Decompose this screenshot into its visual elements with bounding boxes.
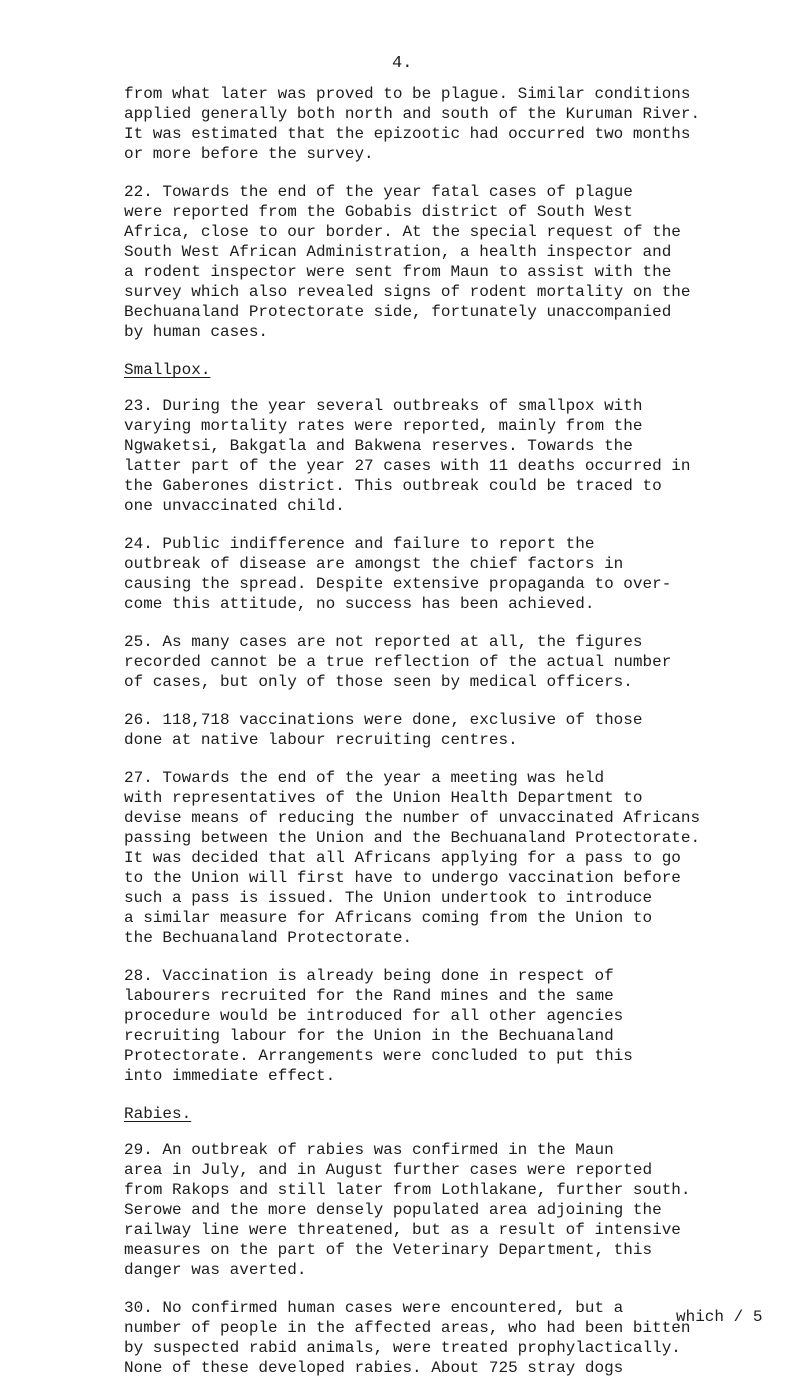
paragraph-30: 30. No confirmed human cases were encountered, but a number of people in the affected areas, who had been bitten by suspected rabid animals, were treated prophylactically. None of these developed rabies. About 725 stray dogs — [124, 1299, 691, 1377]
catchword: which / 5 — [676, 1308, 763, 1326]
paragraph-26: 26. 118,718 vaccinations were done, exclusive of those done at native labour recruiting centres. — [124, 711, 643, 749]
paragraph-intro-continued: from what later was proved to be plague. Similar conditions applied generally both north and south of the Kuruman River. It was estimated that the epizootic had occurred two months or more before the survey. — [124, 85, 701, 163]
document-body — [124, 84, 784, 1396]
paragraph-29: 29. An outbreak of rabies was confirmed in the Maun area in July, and in August further cases were reported from Rakops and still later from Lothlakane, further south. Serowe and the more densely populated area adjoining the railway line were threatened, but as a result of intensive measures on the part of the Veterinary Department, this danger was averted. — [124, 1141, 691, 1279]
paragraph-22: 22. Towards the end of the year fatal cases of plague were reported from the Gobabis district of South West Africa, close to our border. At the special request of the South West African Administration, a health inspector and a rodent inspector were sent from Maun to assist with the survey which also revealed signs of rodent mortality on the Bechuanaland Protectorate side, fortunately unaccompanied by human cases. — [124, 183, 691, 341]
heading-rabies: Rabies. — [124, 1105, 192, 1123]
paragraph-28: 28. Vaccination is already being done in respect of labourers recruited for the Rand mines and the same procedure would be introduced for all other agencies recruiting labour for the Union in the Bechuanaland Protectorate. Arrangements were concluded to put this into immediate effect. — [124, 967, 633, 1085]
page-number: 4. — [392, 54, 413, 73]
paragraph-23: 23. During the year several outbreaks of smallpox with varying mortality rates were reported, mainly from the Ngwaketsi, Bakgatla and Bakwena reserves. Towards the latter part of the year 27 cases with 11 deaths occurred in the Gaberones district. This outbreak could be traced to one unvaccinated child. — [124, 397, 691, 515]
paragraph-27: 27. Towards the end of the year a meeting was held with representatives of the Union Health Department to devise means of reducing the number of unvaccinated Africans passing between the Union and the Bechuanaland Protectorate. It was decided that all Africans applying for a pass to go to the Union will first have to undergo vaccination before such a pass is issued. The Union undertook to introduce a similar measure for Africans coming from the Union to the Bechuanaland Protectorate. — [124, 769, 701, 947]
paragraph-24: 24. Public indifference and failure to report the outbreak of disease are amongst the chief factors in causing the spread. Despite extensive propaganda to over- come this attitude, no success has been achieved. — [124, 535, 672, 613]
paragraph-25: 25. As many cases are not reported at all, the figures recorded cannot be a true reflection of the actual number of cases, but only of those seen by medical officers. — [124, 633, 672, 691]
heading-smallpox: Smallpox. — [124, 361, 211, 379]
